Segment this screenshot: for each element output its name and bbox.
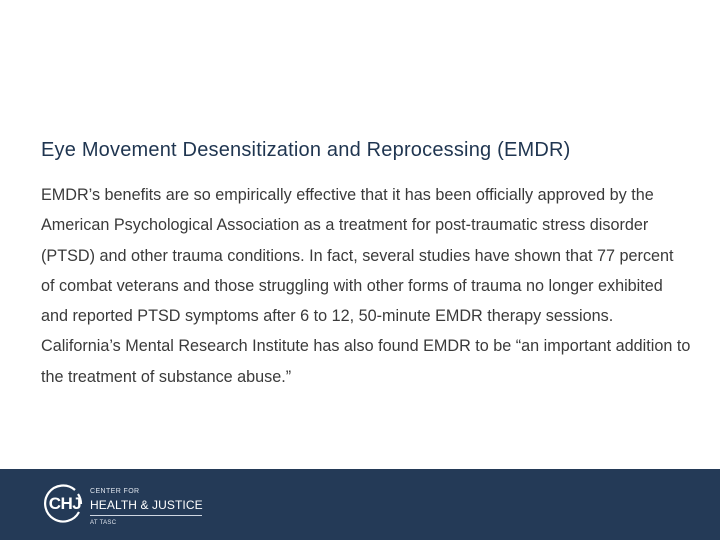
chj-logo xyxy=(42,482,212,532)
logo-health-justice: HEALTH & JUSTICE xyxy=(90,498,203,512)
slide-body-text: EMDR’s benefits are so empirically effective that it has been officially approved by the American Psychological Association as a treatment for post-traumatic stress disorder (PTSD) and other trauma conditions. In fact, several studies have shown that 77 percent of combat veterans and those struggling with other forms of trauma no longer exhibited and reported PTSD symptoms after 6 to 12, 50-minute EMDR therapy sessions. California’s Mental Research Institute has also found EMDR to be “an important addition to the treatment of substance abuse.” xyxy=(41,186,691,386)
logo-mark: CHJ xyxy=(48,494,82,513)
logo-center-for: CENTER FOR xyxy=(90,488,140,495)
logo-divider xyxy=(90,515,202,516)
footer-bar xyxy=(0,469,720,540)
logo-at-tasc: AT TASC xyxy=(90,520,117,526)
slide-title: Eye Movement Desensitization and Reprocessing (EMDR) xyxy=(41,139,571,161)
